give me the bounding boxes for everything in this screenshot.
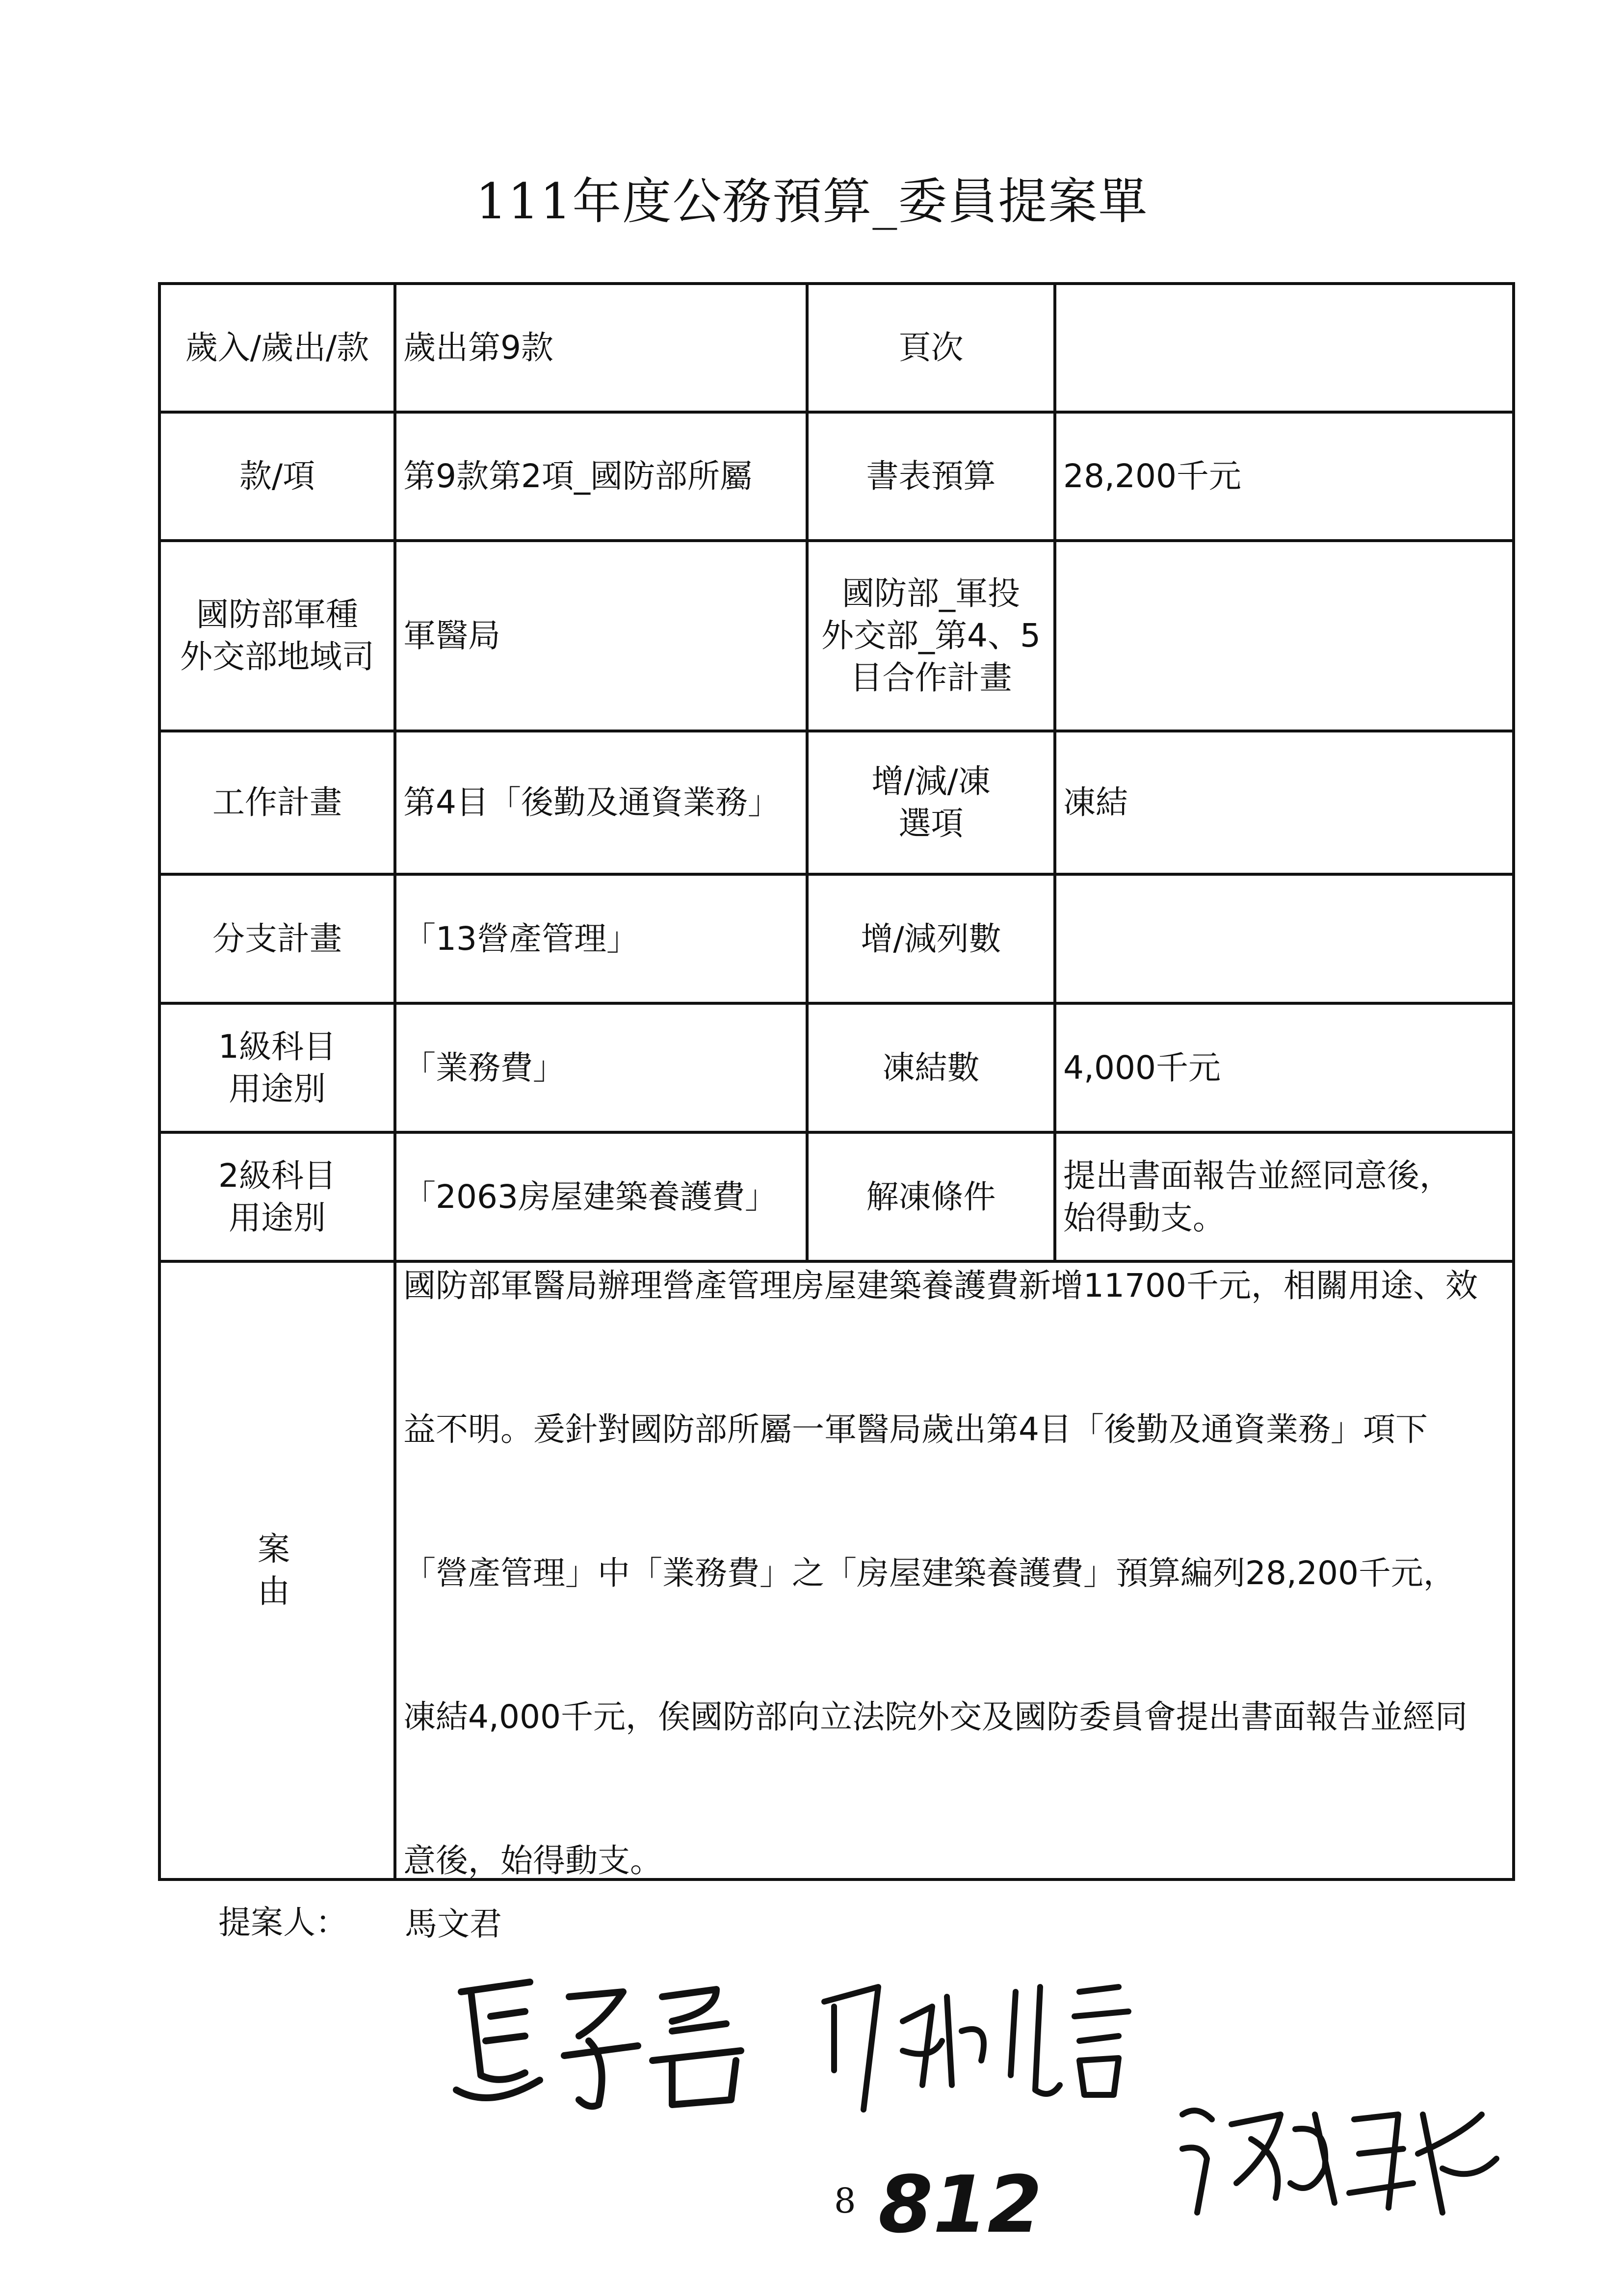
reason-line-3: 「營產管理」中「業務費」之「房屋建築養護費」預算編列28,200千元， [403, 1554, 1456, 1592]
label-level2-line1: 2級科目 [218, 1156, 336, 1195]
value-freeze-amount: 4,000千元 [1055, 1003, 1514, 1132]
label-level2 [159, 1132, 395, 1261]
value-item: 第9款第2項_國防部所屬 [395, 412, 807, 541]
label-option-line1: 增/減/凍 [871, 762, 991, 801]
value-joint-plan [1055, 541, 1514, 731]
label-agency-line2: 外交部地域司 [180, 638, 374, 676]
label-work-plan: 工作計畫 [159, 731, 395, 874]
label-option [807, 731, 1055, 874]
value-reason [395, 1261, 1514, 1879]
label-joint-plan-line3: 目合作計畫 [850, 658, 1012, 697]
row-level1 [159, 1003, 1514, 1132]
row-category [159, 284, 1514, 412]
signature-3-handwriting [1168, 2085, 1511, 2232]
value-agency: 軍醫局 [395, 541, 807, 731]
proposal-form-table [158, 282, 1515, 1881]
row-work-plan [159, 731, 1514, 874]
value-budget: 28,200千元 [1055, 412, 1514, 541]
row-agency [159, 541, 1514, 731]
value-page [1055, 284, 1514, 412]
label-joint-plan [807, 541, 1055, 731]
label-freeze-amount: 凍結數 [807, 1003, 1055, 1132]
page-number: 8 [834, 2181, 856, 2221]
label-joint-plan-line2: 外交部_第4、5 [821, 617, 1041, 655]
value-option: 凍結 [1055, 731, 1514, 874]
value-category: 歲出第9款 [395, 284, 807, 412]
label-agency [159, 541, 395, 731]
label-level1-line2: 用途別 [229, 1070, 326, 1108]
signature-1-handwriting [442, 1962, 760, 2124]
label-level1-line1: 1級科目 [218, 1027, 336, 1066]
value-level2: 「2063房屋建築養護費」 [395, 1132, 807, 1261]
signature-2-handwriting [805, 1962, 1158, 2124]
label-category: 歲入/歲出/款 [159, 284, 395, 412]
label-level2-line2: 用途別 [229, 1199, 326, 1237]
value-level1: 「業務費」 [395, 1003, 807, 1132]
label-reason: 案由 [159, 1261, 395, 1879]
reason-line-5: 意後，始得動支。 [403, 1842, 662, 1879]
label-joint-plan-line1: 國防部_軍投 [842, 574, 1020, 613]
reason-line-1: 國防部軍醫局辦理營產管理房屋建築養護費新增11700千元，相關用途、效 [403, 1267, 1478, 1305]
value-unfreeze-condition [1055, 1132, 1514, 1261]
label-budget: 書表預算 [807, 412, 1055, 541]
label-level1 [159, 1003, 395, 1132]
reason-line-4: 凍結4,000千元，俟國防部向立法院外交及國防委員會提出書面報告並經同 [403, 1698, 1467, 1736]
label-page: 頁次 [807, 284, 1055, 412]
label-agency-line1: 國防部軍種 [196, 596, 358, 634]
value-branch-plan: 「13營產管理」 [395, 874, 807, 1003]
label-item: 款/項 [159, 412, 395, 541]
proposer-label: 提案人： [218, 1904, 348, 1941]
form-title: 111年度公務預算_委員提案單 [475, 173, 1149, 230]
row-reason [159, 1261, 1514, 1879]
label-adjust-amount: 增/減列數 [807, 874, 1055, 1003]
value-work-plan: 第4目「後勤及通資業務」 [395, 731, 807, 874]
row-branch-plan [159, 874, 1514, 1003]
value-adjust-amount [1055, 874, 1514, 1003]
row-level2 [159, 1132, 1514, 1261]
label-option-line2: 選項 [898, 805, 964, 842]
label-branch-plan: 分支計畫 [159, 874, 395, 1003]
value-unfreeze-condition-line2: 始得動支。 [1063, 1199, 1225, 1237]
value-unfreeze-condition-line1: 提出書面報告並經同意後， [1063, 1156, 1452, 1195]
proposer-name: 馬文君 [405, 1905, 502, 1943]
label-unfreeze-condition: 解凍條件 [807, 1132, 1055, 1261]
row-item [159, 412, 1514, 541]
handwritten-page-mark: 812 [878, 2159, 1042, 2250]
reason-line-2: 益不明。爰針對國防部所屬一軍醫局歲出第4目「後勤及通資業務」項下 [403, 1410, 1428, 1448]
